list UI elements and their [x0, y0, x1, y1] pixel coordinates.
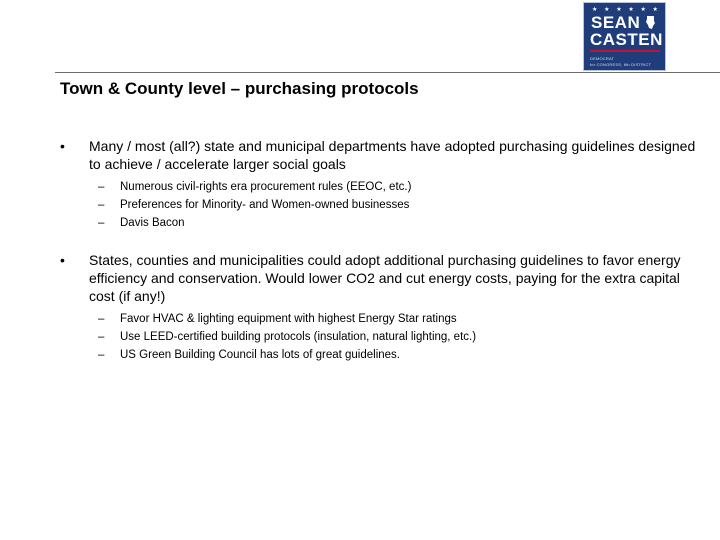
logo-tagline-1: DEMOCRAT: [590, 56, 615, 61]
logo-underline: [590, 50, 660, 52]
sub-item-marker: –: [98, 217, 105, 229]
sub-item-text: Numerous civil-rights era procurement rules (EEOC, etc.): [120, 181, 412, 193]
campaign-logo: [583, 2, 666, 71]
sub-item: [60, 214, 700, 232]
sub-item-marker: –: [98, 199, 105, 211]
bullet-marker: •: [60, 252, 65, 268]
logo-name-first: SEAN: [591, 13, 641, 32]
sub-item-marker: –: [98, 313, 105, 325]
bullet-2: [60, 251, 700, 364]
bullet-1: [60, 137, 700, 232]
bullet-text: Many / most (all?) state and municipal departments have adopted purchasing guidelines designed to achieve / accelerate larger social goals: [89, 138, 696, 172]
sub-item-text: Favor HVAC & lighting equipment with highest Energy Star ratings: [120, 313, 457, 325]
sub-list: [60, 310, 700, 364]
sub-item-text: Davis Bacon: [120, 217, 185, 229]
sub-item: [60, 346, 700, 364]
sub-item: [60, 310, 700, 328]
sub-item-text: Preferences for Minority- and Women-owned businesses: [120, 199, 410, 211]
sub-item: [60, 328, 700, 346]
logo-name-last: CASTEN: [590, 30, 663, 49]
sub-item-marker: –: [98, 331, 105, 343]
logo-tagline-2: for CONGRESS, 6th DISTRICT: [590, 62, 652, 67]
sub-item-marker: –: [98, 181, 105, 193]
bullet-text: States, counties and municipalities could adopt additional purchasing guidelines to favor energy efficiency and conservation. Would lower CO2 and cut energy costs, paying for the extra capital cost (if any!): [89, 252, 681, 304]
illinois-state-icon: [646, 16, 655, 29]
header-divider: [55, 72, 720, 73]
sub-list: [60, 178, 700, 232]
slide-title: Town & County level – purchasing protocols: [60, 79, 419, 98]
sub-item: [60, 178, 700, 196]
bullet-marker: •: [60, 138, 65, 154]
sub-item: [60, 196, 700, 214]
sub-item-text: US Green Building Council has lots of great guidelines.: [120, 349, 400, 361]
sub-item-marker: –: [98, 349, 105, 361]
sub-item-text: Use LEED-certified building protocols (insulation, natural lighting, etc.): [120, 331, 477, 343]
logo-stars: ★ ★ ★ ★ ★ ★: [592, 7, 658, 13]
